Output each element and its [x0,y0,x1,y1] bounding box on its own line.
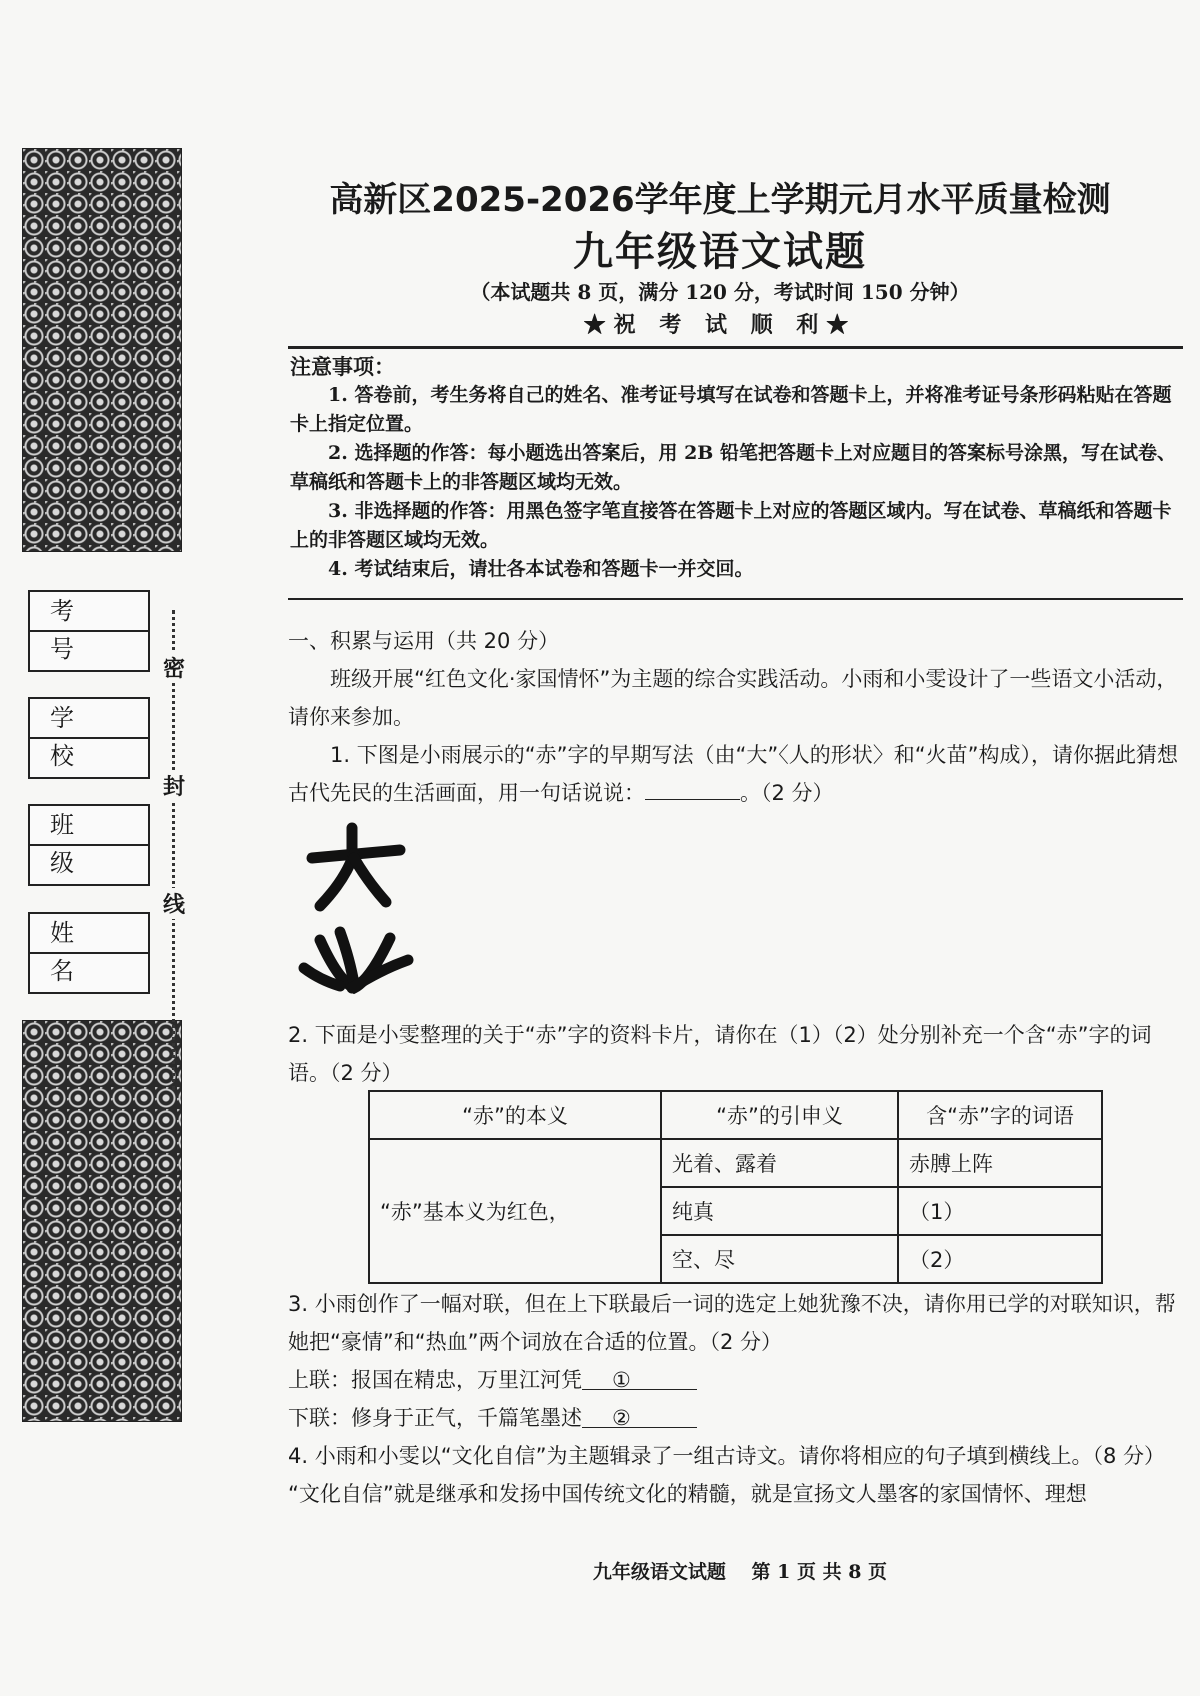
class-box[interactable] [28,804,150,886]
ancient-chi-character [290,820,430,1000]
word-cell: 赤膊上阵 [898,1139,1102,1187]
questions-3-4 [288,1285,1183,1513]
notes-title: 注意事项： [290,354,395,379]
note-item: 2. 选择题的作答：每小题选出答案后，用 2B 铅笔把答题卡上对应题目的答案标号涂黑，写在试卷、草稿纸和答题卡上的非答题区域均无效。 [290,442,1176,493]
question-3-text: 3. 小雨创作了一幅对联，但在上下联最后一词的选定上她犹豫不决，请你用已学的对联知识，帮她把“豪情”和“热血”两个词放在合适的位置。（2 分） [288,1292,1176,1354]
divider-top [288,346,1183,349]
couplet-upper-text: 上联：报国在精忠，万里江河凭 [288,1368,582,1392]
answer-blank[interactable] [645,779,740,800]
page-footer: 九年级语文试题 第 1 页 共 8 页 [592,1561,888,1583]
question-1-score: 。（2 分） [740,781,834,805]
decorative-pattern-top [22,148,182,552]
field-label: 班 级 [30,806,148,846]
question-1-text: 1. 下图是小雨展示的“赤”字的早期写法（由“大”〈人的形状〉和“火苗”构成），请你据此猜想古代先民的生活画面，用一句话说说： [288,743,1178,805]
question-4-text: 4. 小雨和小雯以“文化自信”为主题辑录了一组古诗文。请你将相应的句子填到横线上。（8 分） [288,1444,1166,1468]
question-2-text: 2. 下面是小雯整理的关于“赤”字的资料卡片，请你在（1）（2）处分别补充一个含“赤”字的词语。（2 分） [288,1023,1152,1085]
decorative-pattern-bottom [22,1020,182,1422]
couplet-lower [288,1399,1183,1437]
name-box[interactable] [28,912,150,994]
table-header: “赤”的引申义 [661,1091,898,1139]
question-4-passage: “文化自信”就是继承和发扬中国传统文化的精髓，就是宣扬文人墨客的家国情怀、理想 [288,1482,1087,1506]
good-luck-banner: ★祝 考 试 顺 利★ [583,312,857,338]
chi-info-table [368,1090,1103,1284]
field-label: 考 号 [30,592,148,632]
table-header: “赤”的本义 [369,1091,661,1139]
couplet-lower-text: 下联：修身于正气，千篇笔墨述 [288,1406,582,1430]
note-item: 1. 答卷前，考生务将自己的姓名、准考证号填写在试卷和答题卡上，并将准考证号条形码粘贴在答题卡上指定位置。 [290,384,1172,435]
field-label: 学 校 [30,699,148,739]
section-heading: 一、积累与运用（共 20 分） [288,629,560,653]
question-1 [288,736,1183,812]
meaning-cell: 空、尽 [661,1235,898,1283]
word-cell-blank-2[interactable]: （2） [898,1235,1102,1283]
field-label: 姓 名 [30,914,148,954]
exam-title: 高新区2025-2026学年度上学期元月水平质量检测 [329,180,1111,220]
note-item: 4. 考试结束后，请壮各本试卷和答题卡一并交回。 [328,558,754,580]
meaning-cell: 光着、露着 [661,1139,898,1187]
section-intro: 班级开展“红色文化·家国情怀”为主题的综合实践活动。小雨和小雯设计了一些语文小活动，请你来参加。 [288,667,1178,729]
word-cell-blank-1[interactable]: （1） [898,1187,1102,1235]
section-1 [288,622,1183,812]
base-meaning-cell: “赤”基本义为红色， [369,1139,661,1283]
couplet-lower-blank[interactable] [582,1399,697,1428]
question-2 [288,1016,1183,1092]
exam-subject-title: 九年级语文试题 [573,229,867,275]
blank-mark: ① [612,1368,631,1392]
note-item: 3. 非选择题的作答：用黑色签字笔直接答在答题卡上对应的答题区域内。写在试卷、草稿纸和答题卡上的非答题区域均无效。 [290,500,1172,551]
exam-number-box[interactable] [28,590,150,672]
couplet-upper [288,1361,1183,1399]
exam-info: （本试题共 8 页，满分 120 分，考试时间 150 分钟） [470,280,970,304]
couplet-upper-blank[interactable] [582,1361,697,1390]
divider-notes [288,598,1183,600]
notes-block [290,352,1185,584]
seal-char-xian: 线 [163,888,185,919]
seal-char-mi: 密 [163,652,185,683]
meaning-cell: 纯真 [661,1187,898,1235]
seal-char-feng: 封 [163,770,185,801]
table-row [369,1139,1102,1187]
blank-mark: ② [612,1406,631,1430]
table-header: 含“赤”字的词语 [898,1091,1102,1139]
school-box[interactable] [28,697,150,779]
